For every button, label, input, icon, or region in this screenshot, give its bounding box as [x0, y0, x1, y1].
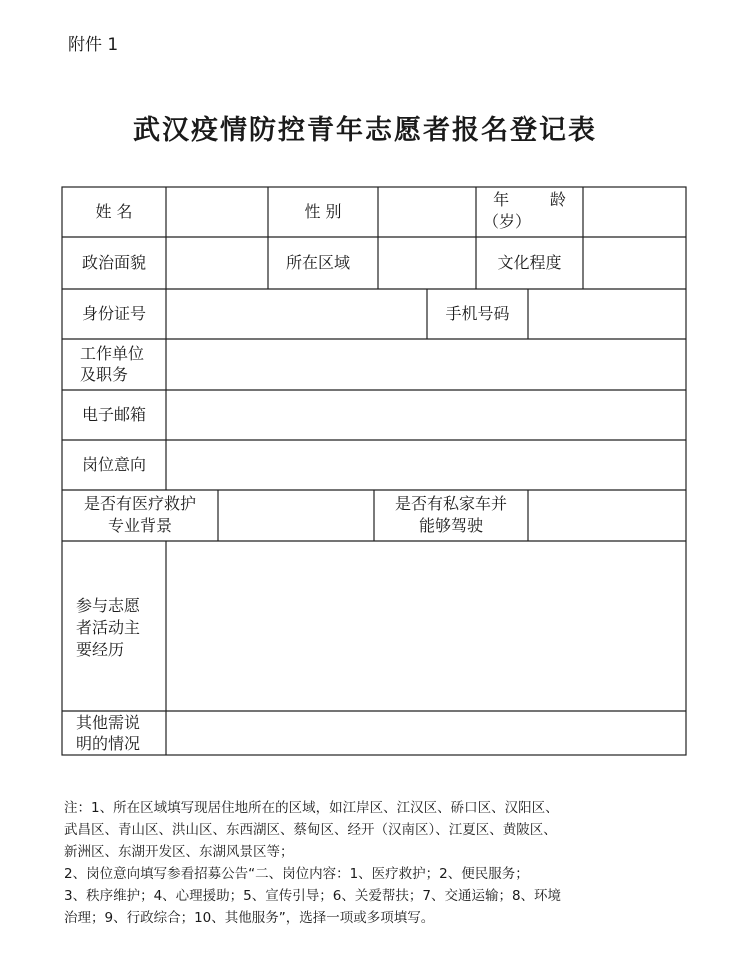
label-name: 姓 名 — [95, 202, 133, 221]
label-email: 电子邮箱 — [81, 405, 146, 424]
label-other-line2: 明的情况 — [76, 734, 141, 753]
label-car-line2: 能够驾驶 — [418, 516, 483, 535]
label-age-line1: 年 龄 — [493, 190, 566, 209]
attachment-label: 附件 1 — [68, 35, 119, 55]
input-age[interactable] — [584, 188, 685, 236]
note-line: 注：1、所在区域填写现居住地所在的区域，如江岸区、江汉区、硚口区、汉阳区、 — [64, 800, 559, 816]
label-political-status: 政治面貌 — [81, 253, 146, 272]
form-title: 武汉疫情防控青年志愿者报名登记表 — [133, 115, 597, 146]
label-gender: 性 别 — [304, 202, 342, 221]
input-education[interactable] — [584, 238, 685, 288]
label-car-line1: 是否有私家车并 — [394, 494, 507, 513]
label-education: 文化程度 — [497, 253, 562, 272]
label-other-line1: 其他需说 — [76, 713, 141, 732]
input-volunteer-experience[interactable] — [167, 542, 685, 710]
form-notes — [64, 797, 664, 929]
note-line: 新洲区、东湖开发区、东湖风景区等； — [64, 844, 294, 860]
label-experience-line1: 参与志愿 — [76, 596, 141, 615]
note-line: 治理；9、行政综合；10、其他服务”，选择一项或多项填写。 — [64, 910, 435, 926]
label-phone: 手机号码 — [445, 304, 510, 323]
input-position-preference[interactable] — [167, 441, 685, 489]
input-email[interactable] — [167, 391, 685, 439]
input-political-status[interactable] — [167, 238, 267, 288]
label-experience-line3: 要经历 — [76, 640, 125, 659]
label-medical-line2: 专业背景 — [107, 516, 172, 535]
label-medical-line1: 是否有医疗救护 — [83, 494, 196, 513]
input-other-info[interactable] — [167, 712, 685, 754]
note-line: 2、岗位意向填写参看招募公告“二、岗位内容：1、医疗救护；2、便民服务； — [64, 866, 529, 882]
input-work-unit[interactable] — [167, 340, 685, 389]
label-work-unit-line2: 及职务 — [79, 365, 128, 384]
label-district: 所在区域 — [285, 253, 350, 272]
label-experience-line2: 者活动主 — [76, 618, 141, 637]
label-work-unit-line1: 工作单位 — [79, 344, 144, 363]
input-id-number[interactable] — [167, 290, 426, 338]
input-gender[interactable] — [379, 188, 475, 236]
input-name[interactable] — [167, 188, 267, 236]
input-district[interactable] — [379, 238, 475, 288]
input-private-car[interactable] — [529, 491, 685, 540]
input-medical-background[interactable] — [219, 491, 373, 540]
note-line: 武昌区、青山区、洪山区、东西湖区、蔡甸区、经开（汉南区）、江夏区、黄陂区、 — [64, 822, 557, 838]
note-line: 3、秩序维护；4、心理援助；5、宣传引导；6、关爱帮扶；7、交通运输；8、环境 — [64, 888, 562, 904]
label-position-preference: 岗位意向 — [81, 455, 146, 474]
input-phone[interactable] — [529, 290, 685, 338]
label-id-number: 身份证号 — [81, 304, 146, 323]
label-age-line2: （岁） — [482, 212, 531, 231]
